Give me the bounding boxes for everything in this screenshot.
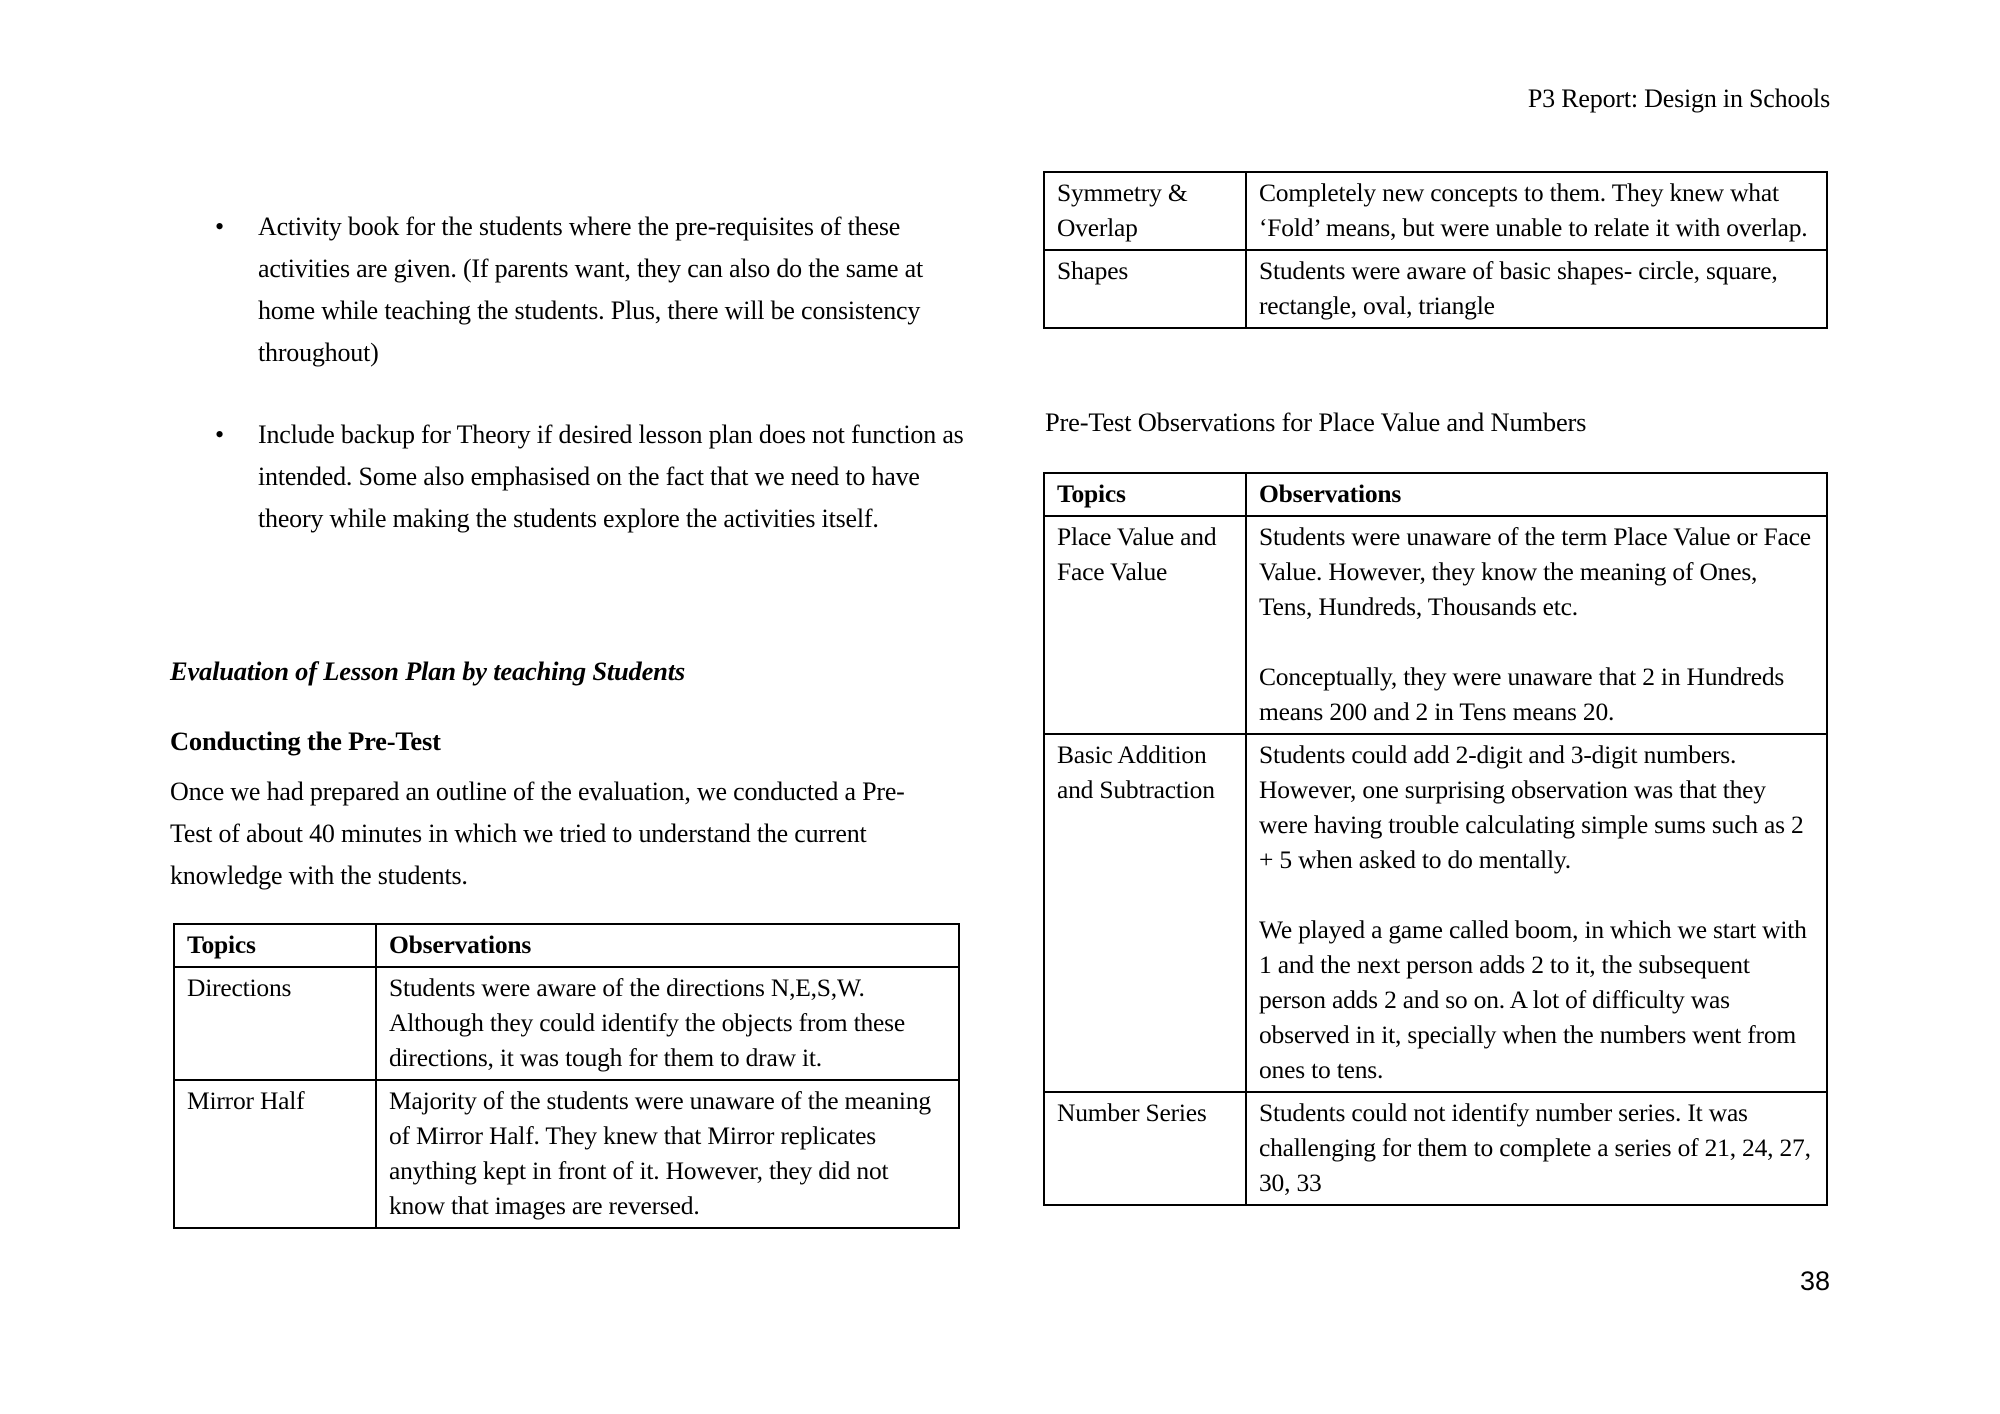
bullet-item [215,206,970,374]
column-header-topics: Topics [1044,473,1246,516]
observation-paragraph: Conceptually, they were unaware that 2 in Hundreds means 200 and 2 in Tens means 20. [1259,662,1785,726]
table-row [1044,250,1827,328]
bullet-text: Include backup for Theory if desired lesson plan does not function as intended. Some also emphasised on the fact that we need to have theory while making the students explore the activities itself. [258,420,964,533]
topic-cell: Number Series [1044,1092,1246,1205]
table-row [1044,734,1827,1092]
bullet-item [215,414,970,540]
bullet-marker-icon: • [215,212,224,241]
section-heading-evaluation: Evaluation of Lesson Plan by teaching Students [170,656,685,686]
column-header-observations: Observations [376,924,959,967]
topic-cell: Symmetry & Overlap [1044,172,1246,250]
observation-cell: Majority of the students were unaware of the meaning of Mirror Half. They knew that Mirror replicates anything kept in front of it. However, they did not know that images are reversed. [376,1080,959,1228]
table-row [1044,1092,1827,1205]
table-row [174,967,959,1080]
table-header-row [174,924,959,967]
observation-paragraph: We played a game called boom, in which we start with 1 and the next person adds 2 to it, the subsequent person adds 2 and so on. A lot of difficulty was observed in it, specially when the numbers went from ones to tens. [1259,915,1807,1084]
place-value-observations-table [1043,472,1828,1206]
table-row [1044,172,1827,250]
page-number: 38 [1799,1266,1830,1296]
pretest-observations-table [173,923,960,1229]
table-row [1044,516,1827,734]
pretest-observations-table-continued [1043,171,1828,329]
section-heading-place-value: Pre-Test Observations for Place Value and Numbers [1045,407,1587,437]
column-header-topics: Topics [174,924,376,967]
observation-cell [1246,1092,1827,1205]
observation-cell: Students were aware of basic shapes- circle, square, rectangle, oval, triangle [1246,250,1827,328]
topic-cell: Shapes [1044,250,1246,328]
topic-cell: Directions [174,967,376,1080]
table-header-row [1044,473,1827,516]
observation-paragraph: Students could add 2-digit and 3-digit numbers. However, one surprising observation was that they were having trouble calculating simple sums such as 2 + 5 when asked to do mentally. [1259,740,1804,874]
topic-cell: Mirror Half [174,1080,376,1228]
column-header-observations: Observations [1246,473,1827,516]
bullet-marker-icon: • [215,420,224,449]
subheading-conducting-pretest: Conducting the Pre-Test [170,726,441,756]
page-header-text: P3 Report: Design in Schools [1527,84,1830,113]
observation-cell [1246,516,1827,734]
table-row [174,1080,959,1228]
topic-cell: Place Value and Face Value [1044,516,1246,734]
observation-cell: Students were aware of the directions N,E,S,W. Although they could identify the objects from these directions, it was tough for them to draw it. [376,967,959,1080]
observation-paragraph: Students were unaware of the term Place Value or Face Value. However, they know the meaning of Ones, Tens, Hundreds, Thousands etc. [1259,522,1811,621]
observation-cell [1246,734,1827,1092]
bullet-text: Activity book for the students where the pre-requisites of these activities are given. (If parents want, they can also do the same at home while teaching the students. Plus, there will be consistency throughout) [258,212,924,367]
intro-paragraph: Once we had prepared an outline of the evaluation, we conducted a Pre-Test of about 40 minutes in which we tried to understand the current knowledge with the students. [170,777,905,890]
topic-cell: Basic Addition and Subtraction [1044,734,1246,1092]
observation-cell: Completely new concepts to them. They knew what ‘Fold’ means, but were unable to relate it with overlap. [1246,172,1827,250]
observation-paragraph: Students could not identify number series. It was challenging for them to complete a series of 21, 24, 27, 30, 33 [1259,1098,1811,1197]
